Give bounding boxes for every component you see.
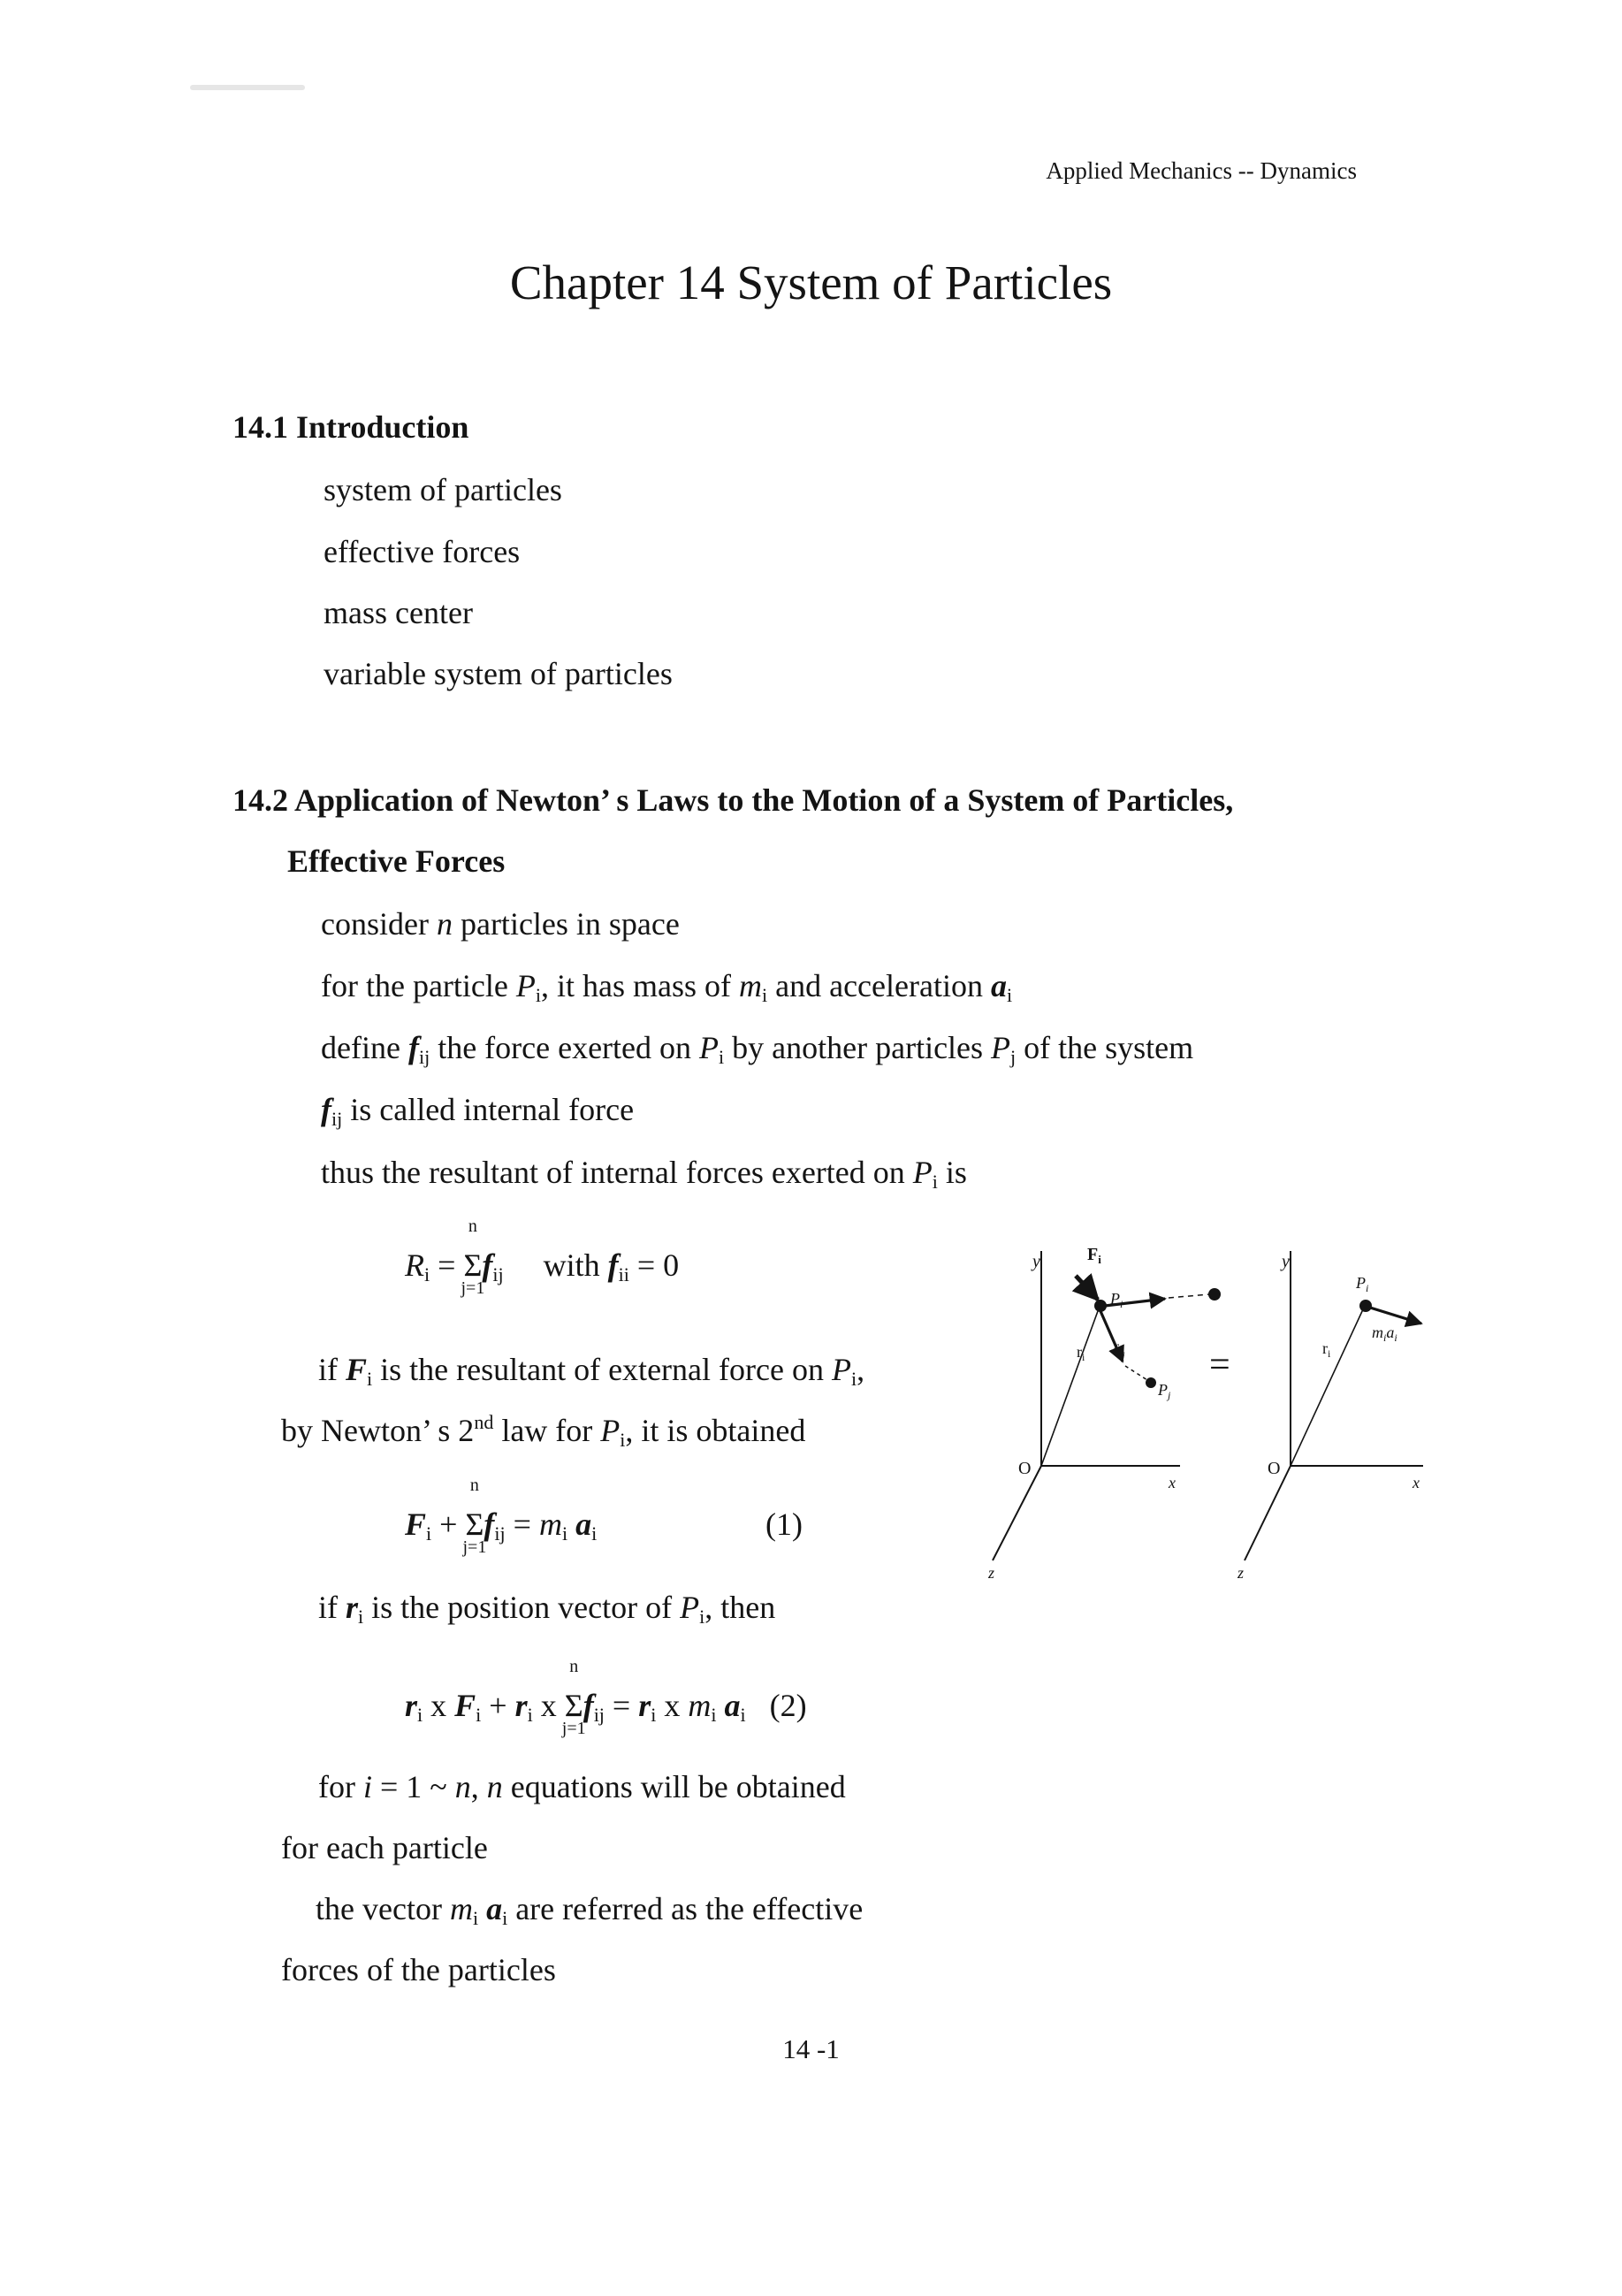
axis-label-x: x [1413,1474,1420,1491]
position-vector-line [1291,1309,1363,1466]
section-heading-14-2: 14.2 Application of Newton’ s Laws to the Motion of a System of Particles, [232,782,1234,818]
position-label-ri: $r_i$ [1322,1339,1331,1360]
text-line: if $r_i$ is the position vector of $P_i$, then [318,1590,776,1628]
running-header: Applied Mechanics -- Dynamics [1046,157,1357,184]
axis-label-z: z [988,1564,995,1582]
effective-force-arrow [1370,1308,1421,1323]
text-line: thus the resultant of internal forces exerted on $P_i$ is [321,1155,967,1193]
chapter-title: Chapter 14 System of Particles [509,256,1113,309]
effective-force-label: $m_ia_i$ [1372,1323,1397,1344]
text-line: forces of the particles [281,1952,556,1987]
text-line: for the particle $P_i$, it has mass of $m_i$ and acceleration $a_i$ [321,968,1013,1006]
force-label-fi: $F_i$ [1087,1245,1101,1266]
particle-pi [1094,1300,1107,1312]
left-axes [993,1251,1180,1560]
page-number: 14 -1 [782,2033,840,2064]
text-line: define $f_{ij}$ the force exerted on $P_i$ by another particles $P_j$ of the system [321,1030,1194,1068]
axis-label-y: y [1282,1252,1290,1271]
topic-item: variable system of particles [324,656,673,691]
dashed-link [1169,1294,1209,1298]
scan-smudge [190,85,305,90]
external-force-arrow [1076,1276,1098,1300]
equation-1: $F_i$ + n Σ j=1 $f_{ij} = m_i$ $a_i$ [405,1476,598,1557]
text-line: consider n particles in space [321,906,680,942]
particle-pj [1146,1377,1156,1388]
force-label-fij: $f_{ij}$ [1114,1341,1125,1362]
topic-item: system of particles [324,472,562,507]
equation-internal-resultant: $R_i$ = n Σ j=1 $f_{ij}$ with $f_{ii} = 0$ [405,1217,680,1298]
particle-label-pj: $P_j$ [1158,1381,1171,1401]
particle-label-pi: $P_i$ [1356,1274,1369,1294]
position-vector-line [1041,1311,1098,1466]
text-line: the vector $m_i$ $a_i$ are referred as the effective [316,1891,864,1929]
equation-number: (1) [765,1507,803,1542]
other-particle [1208,1288,1221,1301]
text-line: $f_{ij}$ is called internal force [321,1092,635,1130]
text-line: if $F_i$ is the resultant of external force on $P_i$, [318,1352,865,1390]
axis-label-x: x [1169,1474,1176,1491]
position-label-ri: $r_i$ [1077,1343,1085,1363]
origin-label: O [1268,1459,1281,1478]
text-line: for i = 1 ~ n, n equations will be obtained [318,1769,846,1804]
dashed-link [1125,1366,1147,1380]
text-line: by Newton’ s 2nd law for $P_i$, it is obtained [281,1411,806,1451]
topic-item: effective forces [324,534,521,569]
right-axes [1245,1251,1423,1560]
axis-label-z: z [1237,1564,1245,1582]
free-body-diagram [963,1224,1458,1587]
section-heading-14-1: 14.1 Introduction [232,409,469,445]
equals-sign: = [1209,1345,1230,1385]
equation-2: $r_i$ x $F_i + r_i$ x n Σ j=1 $f_{ij} = r_i$ x $m_i$ $a_i$ (2) [405,1657,807,1738]
section-heading-14-2-cont: Effective Forces [287,843,506,879]
particle-label-pi: $P_i$ [1110,1290,1123,1310]
text-line: for each particle [281,1830,488,1865]
axis-label-y: y [1032,1252,1040,1271]
topic-item: mass center [324,595,473,630]
particle-pi [1359,1300,1372,1312]
origin-label: O [1018,1459,1032,1478]
